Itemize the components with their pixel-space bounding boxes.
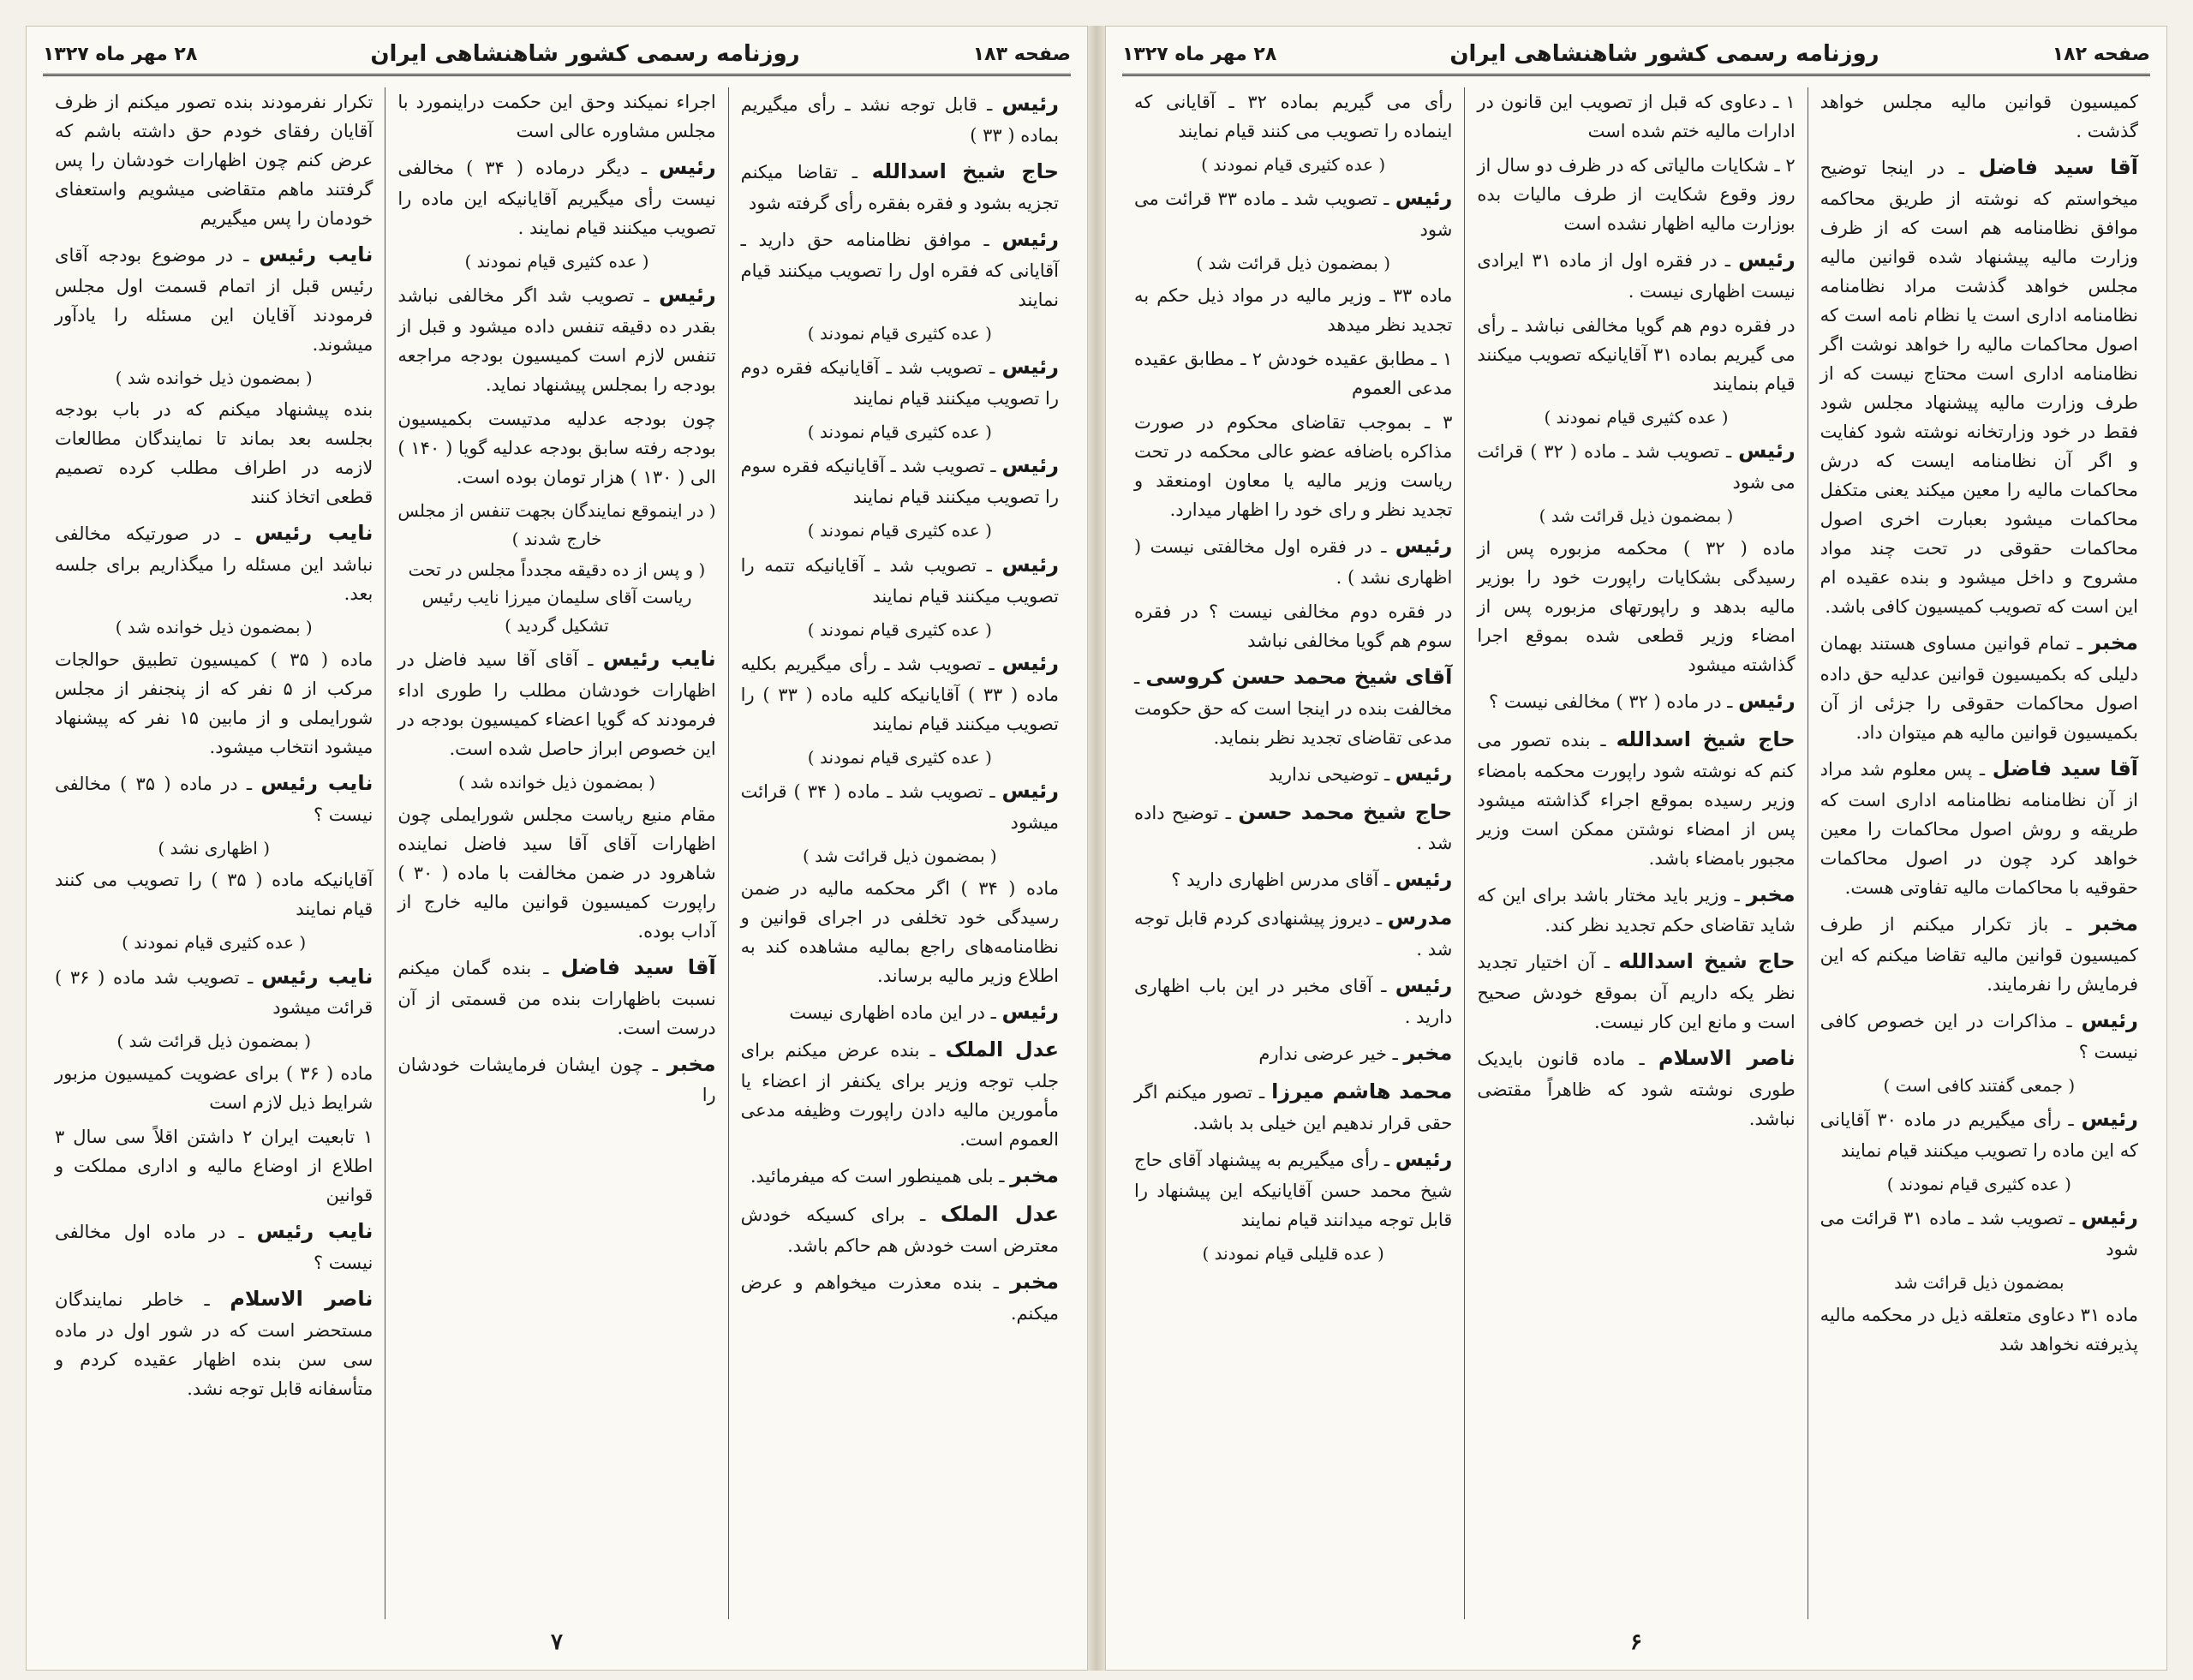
transcript-paragraph (55, 645, 373, 762)
speech-text: ـ در اینجا توضیح میخواستم که نوشته از طریق محاکمه موافق نظامنامه هم است که از ظرف وزارت مالیه پیشنهاد شده قوانین مالیه مجلس خواهد گذشت مراد نظامنامه نظامنامه اداری است یا نظام نامه است که اصول محاکمات مالیه را خواهد نوشت اگر نظامنامه اداری است محتاج نیست که از طرف وزارت مالیه پیشنهاد مجلس شود فقط در خود وزارتخانه نوشته شود کفایت و اگر آن نظامنامه ایست که درش محاکمات مالیه را معین میکند یعنی متکفل محاکمات میشود بعبارت اخری اصول محاکمات حقوقی در تحت چند مواد مشروح و داخل میشود و بنده عقیده ام این است که تصویب کمیسیون کافی باشد. (1820, 158, 2138, 618)
speaker-name: رئیس (1001, 453, 1059, 478)
speaker-name: نایب رئیس (602, 647, 716, 672)
speech-text: ـ تصور میکنم اگر حقی قرار ندهیم این خیلی بد باشد. (1134, 1081, 1453, 1133)
speech-text: ـ در صورتیکه مخالفی نباشد این مسئله را میگذاریم برای جلسه بعد. (55, 523, 373, 605)
transcript-paragraph (741, 87, 1059, 150)
speaker-name: رئیس (1395, 533, 1453, 558)
transcript-paragraph (397, 951, 715, 1043)
speaker-name: رئیس (1001, 226, 1059, 251)
transcript-paragraph (55, 87, 373, 233)
speech-text: ـ در ماده ( ۳۲ ) مخالفی نیست ؟ (1489, 691, 1739, 712)
paper-title: روزنامه رسمی کشور شاهنشاهی ایران (1449, 41, 1879, 67)
speaker-name: رئیس (1395, 761, 1453, 786)
page-182 (1105, 26, 2167, 1671)
speaker-name: آقا سید فاضل (560, 954, 716, 979)
transcript-paragraph (1820, 626, 2138, 747)
transcript-paragraph (1477, 723, 1795, 873)
stage-note: ( بمضمون ذیل خوانده شد ) (457, 772, 656, 793)
transcript-paragraph (741, 1198, 1059, 1260)
speech-text: ـ تصویب شد ـ آقایانیکه فقره دوم را تصویب میکنند قیام نمایند (740, 357, 1059, 409)
speech-text: ـ چون ایشان فرمایشات خودشان را (397, 1054, 716, 1106)
column (43, 87, 385, 1619)
transcript-paragraph (1820, 752, 2138, 902)
page-label: صفحه ۱۸۳ (972, 43, 1071, 65)
speaker-name: رئیس (659, 283, 716, 308)
speech-text: تکرار نفرمودند بنده تصور میکنم از ظرف آقایان رفقای خودم حق داشته باشم که عرض کنم چون اظهارات خودشان را پس گرفتند ماهم متقاضی میشویم واستعفای خودمان را پس میگیریم (55, 92, 373, 230)
speaker-name: عدل الملک (945, 1037, 1059, 1062)
transcript-paragraph (741, 548, 1059, 611)
issue-date: ۲۸ مهر ماه ۱۳۲۷ (43, 43, 198, 65)
speech-text: ـ تصویب شد ـ ماده ۳۱ قرائت می شود (1820, 1208, 2138, 1260)
transcript-paragraph (1134, 597, 1452, 655)
transcript-paragraph (1477, 945, 1795, 1037)
speaker-name: رئیس (1738, 688, 1796, 713)
transcript-paragraph (1134, 1143, 1452, 1235)
transcript-paragraph (1134, 1075, 1452, 1138)
speaker-name: رئیس (1395, 1146, 1453, 1171)
speech-text: ـ تصویب شد ـ ماده ۳۳ قرائت می شود (1134, 188, 1453, 241)
speaker-name: مخبر (1746, 882, 1796, 906)
speech-text: ماده ( ۳۶ ) برای عضویت کمیسیون مزبور شرایط ذیل لازم است (55, 1062, 373, 1113)
speech-text: ـ در فقره اول از ماده ۳۱ ایرادی نیست اظهاری نیست . (1477, 250, 1796, 302)
speech-text: ـ تصویب شد ماده ( ۳۶ ) قرائت میشود (55, 966, 373, 1019)
speech-text: ـ بنده معذرت میخواهم و عرض میکنم. (740, 1272, 1059, 1324)
stage-note: ( عده کثیری قیام نمودند ) (1886, 1174, 2071, 1195)
transcript-paragraph (55, 517, 373, 608)
speaker-name: رئیس (659, 155, 716, 180)
speech-text: ـ مخالفت بنده در اینجا است که حق حکومت مدعی تقاضای تجدید نظر بنماید. (1134, 667, 1453, 748)
stage-note: ( جمعی گفتند کافی است ) (1883, 1074, 2076, 1096)
speaker-name: رئیس (1001, 552, 1059, 577)
speaker-name: عدل الملک (940, 1202, 1059, 1227)
speaker-name: رئیس (1001, 779, 1059, 804)
speech-text: ـ رأی میگیریم به پیشنهاد آقای حاج شیخ محمد حسن آقایانیکه این پیشنهاد را قابل توجه میدانند قیام نمایند (1134, 1149, 1453, 1230)
speech-text: ماده ( ۳۴ ) اگر محکمه مالیه در ضمن رسیدگی خود تخلفی در اجرای قوانین و نظامنامه‌های راجع بمالیه مشاهده کند به اطلاع وزیر مالیه برساند. (740, 877, 1060, 986)
transcript-paragraph (55, 1282, 373, 1403)
speech-text: ـ در ماده ( ۳۵ ) مخالفی نیست ؟ (55, 773, 373, 825)
transcript-paragraph (1134, 796, 1452, 858)
transcript-paragraph (397, 87, 715, 146)
speaker-name: رئیس (1738, 248, 1796, 272)
speech-text: کمیسیون قوانین مالیه مجلس خواهد گذشت . (1820, 92, 2138, 142)
transcript-paragraph (55, 865, 373, 924)
transcript-paragraph (1477, 87, 1795, 146)
speech-text: ۳ ـ بموجب تقاضای محکوم در صورت مذاکره باضافه عضو عالی محکمه در تحت ریاست وزیر مالیه یا معاون اومنعقد و تجدید نظر و رای خود را اظهار میدارد. (1134, 411, 1453, 520)
transcript-paragraph (1477, 151, 1795, 238)
transcript-paragraph (55, 960, 373, 1023)
speech-text: ـ در موضوع بودجه آقای رئیس قبل از اتمام قسمت اول مجلس فرمودند آقایان این مسئله را یادآور میشوند. (55, 245, 373, 355)
speech-text: ـ آقای آقا سید فاضل در اظهارات خودشان مطلب را طوری اداء فرمودند که گویا اعضاء کمیسیون بودجه در این خصوص ابراز حاصل شده است. (397, 649, 716, 760)
transcript-paragraph (397, 404, 715, 492)
stage-note: ( در اینموقع نمایندگان بجهت تنفس از مجلس خارج شدند ) (397, 500, 716, 549)
speech-text: ـ تصویب شد ـ رأی میگیریم بکلیه ماده ( ۳۳ ) آقایانیکه کلیه ماده ( ۳۳ ) را تصویب میکنند قیام نمایند (740, 653, 1059, 734)
speaker-name: آقا سید فاضل (1992, 756, 2139, 781)
stage-note: ( عده قلیلی قیام نمودند ) (1202, 1242, 1384, 1264)
speaker-name: مدرس (1387, 906, 1453, 930)
masthead (43, 34, 1071, 76)
speech-text: ۲ ـ شکایات مالیاتی که در ظرف دو سال از روز وقوع شکایت از طرف مالیات بده بوزارت مالیه اظهار نشده است (1477, 155, 1796, 235)
speech-text: ـ باز تکرار میکنم از طرف کمیسیون قوانین مالیه تقاضا میکنم که این فرمایش را نفرمایند. (1820, 914, 2138, 995)
transcript-paragraph (1477, 534, 1795, 679)
speech-text: ـ آقای مدرس اظهاری دارید ؟ (1171, 870, 1395, 891)
speaker-name: رئیس (1738, 439, 1796, 463)
speech-text: ـ در این ماده اظهاری نیست (789, 1001, 1002, 1023)
transcript-paragraph (1134, 901, 1452, 964)
stage-note: ( بمضمون ذیل خوانده شد ) (115, 617, 313, 638)
speech-text: ـ بلی همینطور است که میفرمائید. (750, 1166, 1011, 1187)
speech-text: ـ بنده تصور می کنم که نوشته شود راپورت محکمه بامضاء وزیر رسیده بموقع اجراء گذاشته میشود پس از امضاء نوشتن ممکن است وزیر مجبور بامضاء باشد. (1477, 729, 1796, 869)
speech-text: ـ توضیح داده شد . (1134, 802, 1453, 854)
stage-note: ( عده کثیری قیام نمودند ) (807, 746, 992, 768)
stage-note: ( عده کثیری قیام نمودند ) (464, 250, 649, 272)
speech-text: ـ دیگر درماده ( ۳۴ ) مخالفی نیست رأی میگیریم آقایانیکه این ماده را تصویب میکنند قیام نمایند . (397, 158, 716, 238)
column (385, 87, 727, 1619)
stage-note: ( بمضمون ذیل قرائت شد ) (117, 1031, 312, 1052)
transcript-paragraph (397, 151, 715, 242)
transcript-paragraph (1477, 434, 1795, 497)
speech-text: چون بودجه عدلیه مدتیست بکمیسیون بودجه رفته سابق بودجه عدلیه گویا ( ۱۴۰ ) الی ( ۱۳۰ ) هزار تومان بوده است. (397, 409, 716, 488)
transcript-paragraph (1134, 87, 1452, 146)
speaker-name: رئیس (1001, 355, 1059, 380)
transcript-paragraph (1134, 757, 1452, 791)
stage-note: ( عده کثیری قیام نمودند ) (1201, 154, 1386, 176)
speaker-name: رئیس (1395, 186, 1453, 211)
speech-text: در فقره دوم هم گویا مخالفی نباشد ـ رأی می گیریم بماده ۳۱ آقایانیکه تصویب میکنند قیام بنمایند (1477, 314, 1796, 394)
stage-note: ( عده کثیری قیام نمودند ) (807, 322, 992, 344)
transcript-paragraph (397, 1048, 715, 1110)
speaker-name: حاج شیخ اسدالله (871, 158, 1059, 183)
speech-text: ـ آن اختیار تجدید نظر یکه داریم آن بموقع خودش صحیح است و مانع این کار نیست. (1477, 952, 1796, 1033)
transcript-paragraph (741, 874, 1059, 990)
speech-text: ـ تصویب شد ـ آقایانیکه فقره سوم را تصویب میکنند قیام نمایند (740, 456, 1059, 508)
column (1464, 87, 1807, 1619)
stage-note: ( عده کثیری قیام نمودند ) (807, 619, 992, 640)
speaker-name: رئیس (1001, 650, 1059, 675)
speaker-name: مخبر (1403, 1041, 1453, 1066)
transcript-paragraph (55, 767, 373, 829)
speaker-name: نایب رئیس (260, 770, 373, 795)
speaker-name: حاج شیخ اسدالله (1618, 949, 1796, 974)
transcript-paragraph (741, 449, 1059, 511)
speaker-name: رئیس (1001, 92, 1059, 116)
stage-note: ( عده کثیری قیام نمودند ) (122, 932, 307, 954)
speaker-name: آقا سید فاضل (1978, 155, 2138, 180)
speaker-name: محمد هاشم میرزا (1271, 1079, 1453, 1103)
speech-text: رأی می گیریم بماده ۳۲ ـ آقایانی که اینماده را تصویب می کنند قیام نمایند (1134, 92, 1453, 142)
stage-note: ( بمضمون ذیل قرائت شد ) (802, 846, 997, 867)
transcript-paragraph (1820, 1201, 2138, 1264)
transcript-paragraph (1134, 408, 1452, 524)
speech-text: ـ توضیحی ندارید (1268, 763, 1395, 785)
transcript-paragraph (1134, 661, 1452, 752)
speaker-name: رئیس (2081, 1107, 2138, 1132)
transcript-paragraph (1820, 907, 2138, 999)
speech-text: ـ قابل توجه نشد ـ رأی میگیریم بماده ( ۳۳ ) (740, 94, 1059, 146)
speaker-name: مخبر (1010, 1163, 1059, 1188)
transcript-paragraph (55, 238, 373, 359)
transcript-paragraph (55, 1059, 373, 1117)
transcript-paragraph (741, 350, 1059, 413)
speaker-name: رئیس (1395, 973, 1453, 998)
speech-text: ـ پس معلوم شد مراد از آن نظامنامه نظامنامه اداری است که طریقه و روش اصول محاکمات را معین خواهد کرد چون در اصول محاکمات حقوقیه با محاکمات مالیه تفاوتی هست. (1820, 759, 2138, 898)
transcript-paragraph (55, 1122, 373, 1210)
transcript-paragraph (1477, 311, 1795, 398)
column (1808, 87, 2150, 1619)
speech-text: ـ خیر عرضی ندارم (1258, 1043, 1404, 1065)
transcript-paragraph (741, 223, 1059, 314)
transcript-paragraph (397, 643, 715, 763)
speech-text: ـ بنده عرض میکنم برای جلب توجه وزیر برای یکنفر از اعضاء یا مأمورین مالیه دادن راپورت وظیفه مدعی العموم است. (740, 1040, 1059, 1151)
speech-text: ماده ( ۳۵ ) کمیسیون تطبیق حوالجات مرکب از ۵ نفر که از پنجنفر از مجلس شورایملی و از مابین ۱۵ نفر که پیشنهاد میشود انتخاب میشود. (55, 649, 373, 757)
speaker-name: رئیس (2081, 1007, 2138, 1032)
stage-note: ( عده کثیری قیام نمودند ) (807, 421, 992, 442)
speaker-name: مخبر (2089, 912, 2138, 936)
column (728, 87, 1071, 1619)
transcript-paragraph (55, 1215, 373, 1277)
page-183 (26, 26, 1088, 1671)
speech-text: ـ تصویب شد ـ آقایانیکه تتمه را تصویب میکنند قیام نمایند (740, 554, 1059, 607)
speech-text: ـ در فقره اول مخالفتی نیست ( اظهاری نشد ) . (1134, 535, 1453, 588)
transcript-paragraph (1820, 87, 2138, 146)
speaker-name: مخبر (666, 1051, 716, 1076)
speech-text: ماده ۳۱ دعاوی متعلقه ذیل در محکمه مالیه پذیرفته نخواهد شد (1820, 1304, 2138, 1354)
speaker-name: مخبر (2089, 631, 2138, 655)
speech-text: ـ برای کسیکه خودش معترض است خودش هم حاکم باشد. (740, 1205, 1059, 1257)
transcript-paragraph (1134, 863, 1452, 896)
stage-note: ( و پس از ده دقیقه مجدداً مجلس در تحت ریاست آقای سلیمان میرزا نایب رئیس تشکیل گردید ) (408, 559, 706, 636)
speaker-name: رئیس (1001, 999, 1059, 1024)
speech-text: آقایانیکه ماده ( ۳۵ ) را تصویب می کنند قیام نمایند (55, 870, 373, 920)
transcript-paragraph (1820, 151, 2138, 621)
speech-text: ـ مذاکرات در این خصوص کافی نیست ؟ (1820, 1010, 2138, 1062)
masthead (1122, 34, 2150, 76)
transcript-paragraph (1134, 344, 1452, 403)
speaker-name: رئیس (1395, 867, 1453, 892)
transcript-paragraph (1477, 685, 1795, 718)
speaker-name: حاج شیخ اسدالله (1616, 726, 1796, 751)
page-number: ۶ (1630, 1629, 1642, 1655)
transcript-paragraph (1477, 1042, 1795, 1133)
speaker-name: مخبر (1010, 1270, 1059, 1294)
stage-note: ( اظهاری نشد ) (158, 837, 271, 858)
speech-text: ـ تمام قوانین مساوی هستند بهمان دلیلی که بکمیسیون قوانین عدلیه حق داده اصول محاکمات حقوقی را جزئی از آن بکمیسیون قوانین مالیه هم میتوان داد. (1820, 633, 2138, 744)
stage-note: ( عده کثیری قیام نمودند ) (807, 520, 992, 541)
speaker-name: نایب رئیس (259, 242, 373, 267)
transcript-paragraph (1477, 878, 1795, 941)
transcript-paragraph (1134, 182, 1452, 244)
speech-text: ۱ ـ مطابق عقیده خودش ۲ ـ مطابق عقیده مدعی العموم (1134, 348, 1453, 398)
issue-date: ۲۸ مهر ماه ۱۳۲۷ (1122, 43, 1277, 65)
transcript-paragraph (741, 1033, 1059, 1154)
transcript-paragraph (1820, 1300, 2138, 1359)
transcript-paragraph (741, 647, 1059, 738)
columns (43, 87, 1071, 1619)
transcript-paragraph (741, 155, 1059, 218)
speech-text: ماده ۳۳ ـ وزیر مالیه در مواد ذیل حکم به تجدید نظر میدهد (1134, 284, 1453, 335)
transcript-paragraph (741, 1265, 1059, 1328)
speaker-name: رئیس (2081, 1205, 2138, 1230)
stage-note: ( بمضمون ذیل خوانده شد ) (115, 368, 313, 388)
speech-text: ـ وزیر باید مختار باشد برای این که شاید تقاضای حکم تجدید نظر کند. (1477, 884, 1796, 936)
transcript-paragraph (741, 1159, 1059, 1193)
speech-text: ـ تصویب شد ـ ماده ( ۳۴ ) قرائت میشود (740, 781, 1059, 834)
transcript-paragraph (1134, 529, 1452, 592)
speech-text: در فقره دوم مخالفی نیست ؟ در فقره سوم هم گویا مخالفی نباشد (1134, 601, 1453, 651)
speaker-name: ناصر الاسلام (1658, 1046, 1796, 1071)
speaker-name: آقای شیخ محمد حسن کروسی (1145, 664, 1453, 689)
speech-text: بنده پیشنهاد میکنم که در باب بودجه بجلسه بعد بماند تا نمایندگان مطالعات لازمه در اطراف مطلب کرده تصمیم قطعی اتخاذ کنند (55, 399, 373, 508)
speech-text: ـ تصویب شد اگر مخالفی نباشد بقدر ده دقیقه تنفس داده میشود و قبل از تنفس لازم است کمیسیون بودجه مراجعه بودجه را بمجلس پیشنهاد نماید. (397, 285, 716, 396)
speech-text: ـ دیروز پیشنهادی کردم قابل توجه شد . (1134, 908, 1453, 960)
speech-text: ـ در ماده اول مخالفی نیست ؟ (55, 1221, 373, 1273)
speaker-name: نایب رئیس (256, 1218, 373, 1243)
book-gutter (1088, 26, 1105, 1671)
columns (1122, 87, 2150, 1619)
speaker-name: حاج شیخ محمد حسن (1238, 799, 1453, 824)
stage-note: بمضمون ذیل قرائت شد (1894, 1272, 2065, 1294)
speech-text: ـ تقاضا میکنم تجزیه بشود و فقره بفقره رأی گرفته شود (740, 161, 1059, 213)
speech-text: ۱ ـ دعاوی که قبل از تصویب این قانون در ادارات مالیه ختم شده است (1477, 92, 1796, 142)
transcript-paragraph (1820, 1103, 2138, 1165)
transcript-paragraph (741, 774, 1059, 837)
transcript-paragraph (1134, 1037, 1452, 1070)
transcript-paragraph (1134, 969, 1452, 1031)
transcript-paragraph (1134, 281, 1452, 339)
transcript-paragraph (397, 800, 715, 946)
column (1122, 87, 1464, 1619)
transcript-paragraph (1477, 243, 1795, 306)
speech-text: ـ آقای مخبر در این باب اظهاری دارید . (1134, 976, 1453, 1028)
stage-note: ( بمضمون ذیل قرائت شد ) (1539, 505, 1734, 527)
transcript-paragraph (397, 278, 715, 399)
speech-text: ـ تصویب شد ـ ماده ( ۳۲ ) قرائت می شود (1477, 441, 1796, 493)
transcript-paragraph (55, 395, 373, 511)
speech-text: ـ خاطر نمایندگان مستحضر است که در شور اول در ماده سی سن بنده اظهار عقیده کردم و متأسفانه قابل توجه نشد. (55, 1288, 373, 1399)
page-label: صفحه ۱۸۲ (2052, 43, 2150, 65)
transcript-paragraph (1820, 1004, 2138, 1067)
speech-text: مقام منیع ریاست مجلس شورایملی چون اظهارات آقای آقا سید فاضل نماینده شاهرود در ضمن مخالفت با ماده ( ۳۰ ) راپورت کمیسیون قوانین مالیه خارج از آداب بوده. (397, 804, 716, 942)
stage-note: ( عده کثیری قیام نمودند ) (1544, 407, 1729, 428)
paper-title: روزنامه رسمی کشور شاهنشاهی ایران (370, 41, 800, 67)
speech-text: ـ رأی میگیریم در ماده ۳۰ آقایانی که این ماده را تصویب میکنند قیام نمایند (1820, 1109, 2138, 1162)
speech-text: ۱ تابعیت ایران ۲ داشتن اقلاً سی سال ۳ اطلاع از اوضاع مالیه و اداری مملکت و قوانین (55, 1126, 373, 1205)
speech-text: ماده ( ۳۲ ) محکمه مزبوره پس از رسیدگی بشکایات راپورت خود را بوزیر مالیه بدهد و راپورتهای مزبوره پس از امضاء وزیر قطعی شده بموقع اجرا گذاشته میشود (1477, 537, 1796, 675)
page-number: ۷ (551, 1629, 563, 1655)
speaker-name: نایب رئیس (254, 521, 373, 546)
speech-text: اجراء نمیکند وحق این حکمت دراینمورد با مجلس مشاوره عالی است (397, 92, 716, 142)
speech-text: ـ موافق نظامنامه حق دارید ـ آقایانی که فقره اول را تصویب میکنند قیام نمایند (740, 229, 1059, 310)
speaker-name: ناصر الاسلام (230, 1286, 373, 1311)
transcript-paragraph (741, 995, 1059, 1029)
stage-note: ( بمضمون ذیل قرائت شد ) (1196, 253, 1391, 274)
speech-text: ـ ماده قانون بایدیک طوری نوشته شود که ظاهراً مقتضی نباشد. (1477, 1049, 1796, 1130)
speaker-name: نایب رئیس (260, 964, 373, 989)
speech-text: ـ بنده گمان میکنم نسبت باظهارات بنده من قسمتی از آن درست است. (397, 957, 716, 1038)
